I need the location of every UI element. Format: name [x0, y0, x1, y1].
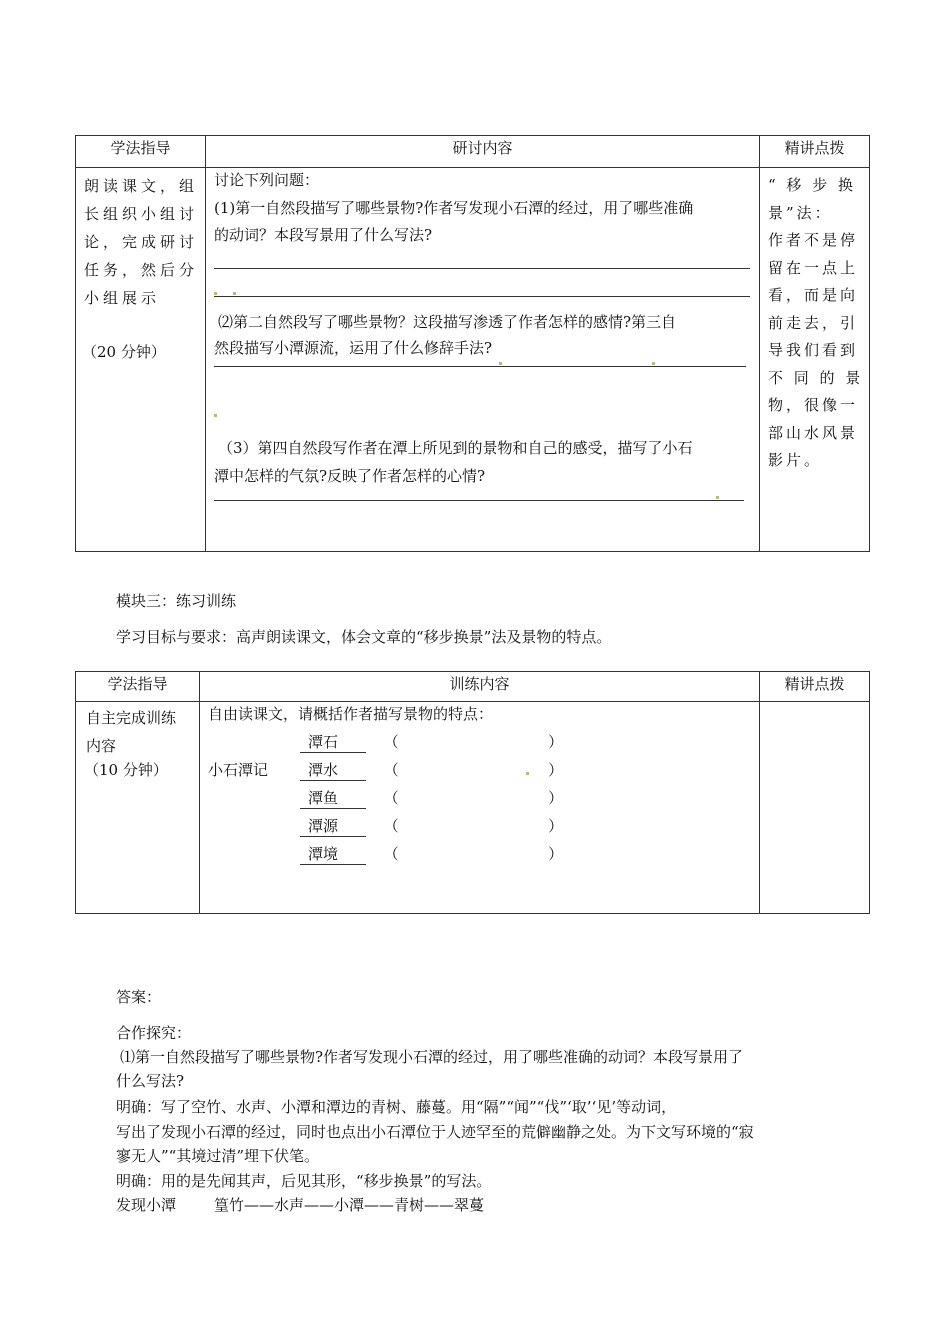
- question-1-line-2: 的动词？本段写景用了什么写法?: [214, 226, 433, 244]
- mark-dot: [499, 362, 502, 365]
- close-paren: ）: [548, 817, 564, 835]
- discussion-intro: 讨论下列问题：: [214, 171, 320, 189]
- question-2-line-2: 然段描写小潭源流，运用了什么修辞手法?: [214, 339, 493, 357]
- header-method: 学法指导: [76, 672, 200, 702]
- answer-line: [214, 500, 744, 501]
- note-line: 影片。: [768, 451, 823, 469]
- note-line: 物，很像一: [768, 396, 859, 414]
- note-line: “ 移 步 换: [768, 176, 856, 194]
- note-line: 部山水风景: [768, 423, 859, 442]
- module-goal: 学习目标与要求：高声朗读课文，体会文章的“移步换景”法及景物的特点。: [116, 628, 612, 646]
- answer-line: [214, 366, 746, 367]
- answers-section: 合作探究：: [116, 1024, 192, 1042]
- open-paren: （: [383, 761, 399, 779]
- answers-title: 答案：: [116, 988, 162, 1006]
- open-paren: （: [383, 817, 399, 835]
- note-line: 留在一点上: [768, 258, 859, 277]
- answer-question-line-1: ⑴第一自然段描写了哪些景物?作者写发现小石潭的经过，用了哪些准确的动词？本段写景用了: [120, 1048, 744, 1066]
- feature-row: [300, 760, 563, 781]
- method-line: 任务，然后分: [84, 261, 199, 279]
- mark-dot: [526, 772, 529, 775]
- feature-term: 潭境: [300, 844, 366, 865]
- mark-dot: [233, 292, 236, 295]
- header-method: 学法指导: [76, 136, 206, 168]
- feature-term: 潭源: [300, 816, 366, 837]
- answer-explain-2: 明确：用的是先闻其声，后见其形，“移步换景”的写法。: [116, 1172, 492, 1190]
- header-notes: 精讲点拨: [760, 136, 870, 168]
- mark-dot: [652, 362, 655, 365]
- practice-table: [75, 671, 870, 914]
- note-line: 不 同 的 景: [768, 368, 864, 387]
- content-cell: [206, 168, 760, 552]
- method-line: 自主完成训练: [86, 709, 177, 727]
- method-line: 论，完成研讨: [84, 233, 199, 251]
- note-line: 导我们看到: [768, 341, 859, 359]
- practice-label: 小石潭记: [208, 761, 269, 779]
- mark-dot: [214, 292, 217, 295]
- practice-intro: 自由读课文，请概括作者描写景物的特点：: [208, 705, 494, 723]
- method-time: （20 分钟）: [82, 343, 166, 361]
- answer-line: [214, 268, 750, 269]
- feature-row: [300, 788, 563, 809]
- header-practice: 训练内容: [200, 672, 760, 702]
- feature-term: 潭鱼: [300, 788, 366, 809]
- close-paren: ）: [548, 761, 564, 779]
- answer-question-line-2: 什么写法?: [116, 1072, 185, 1090]
- answer-line: [214, 296, 750, 297]
- feature-row: [300, 816, 563, 837]
- note-line: 景”法：: [768, 203, 833, 222]
- module-title: 模块三：练习训练: [116, 592, 237, 610]
- mark-dot: [214, 414, 217, 417]
- feature-term: 潭石: [300, 732, 366, 753]
- note-line: 前走去，引: [768, 313, 859, 332]
- method-line: 内容: [86, 737, 117, 755]
- question-3-line-1: （3）第四自然段写作者在潭上所见到的景物和自己的感受，描写了小石: [218, 439, 693, 457]
- method-cell: [76, 702, 200, 914]
- answer-explain-line-3: 寥无人”“其境过清”埋下伏笔。: [116, 1147, 320, 1165]
- flow-label: 发现小潭: [116, 1196, 177, 1214]
- method-time: （10 分钟）: [84, 761, 168, 779]
- flow-sequence: 篁竹——水声——小潭——青树——翠蔓: [214, 1196, 485, 1214]
- feature-row: [300, 732, 563, 753]
- close-paren: ）: [548, 733, 564, 751]
- practice-cell: [200, 702, 760, 914]
- question-3-line-2: 潭中怎样的气氛?反映了作者怎样的心情?: [214, 467, 486, 485]
- question-1-line-1: (1)第一自然段描写了哪些景物?作者写发现小石潭的经过，用了哪些准确: [214, 199, 694, 217]
- notes-cell: [760, 702, 870, 914]
- question-2-line-1: ⑵第二自然段写了哪些景物？这段描写渗透了作者怎样的感情?第三自: [218, 313, 677, 331]
- feature-term: 潭水: [300, 760, 366, 781]
- close-paren: ）: [548, 789, 564, 807]
- answer-explain-line-2: 写出了发现小石潭的经过，同时也点出小石潭位于人迹罕至的荒僻幽静之处。为下文写环境的“寂: [116, 1123, 754, 1141]
- header-content: 研讨内容: [206, 136, 760, 168]
- open-paren: （: [383, 845, 399, 863]
- mark-dot: [716, 496, 719, 499]
- method-line: 长组织小组讨: [84, 205, 199, 223]
- method-line: 小组展示: [84, 289, 161, 307]
- notes-cell: [760, 168, 870, 552]
- note-line: 作者不是停: [768, 231, 859, 249]
- method-cell: [76, 168, 206, 552]
- feature-row: [300, 844, 563, 865]
- discussion-table: [75, 135, 870, 552]
- open-paren: （: [383, 733, 399, 751]
- close-paren: ）: [548, 845, 564, 863]
- method-line: 朗读课文，组: [84, 177, 199, 195]
- open-paren: （: [383, 789, 399, 807]
- header-notes: 精讲点拨: [760, 672, 870, 702]
- note-line: 看，而是向: [768, 286, 859, 304]
- answer-explain-line-1: 明确：写了空竹、水声、小潭和潭边的青树、藤蔓。用“隔”“闻”“伐”‘取’‘见’等动词，: [116, 1098, 677, 1116]
